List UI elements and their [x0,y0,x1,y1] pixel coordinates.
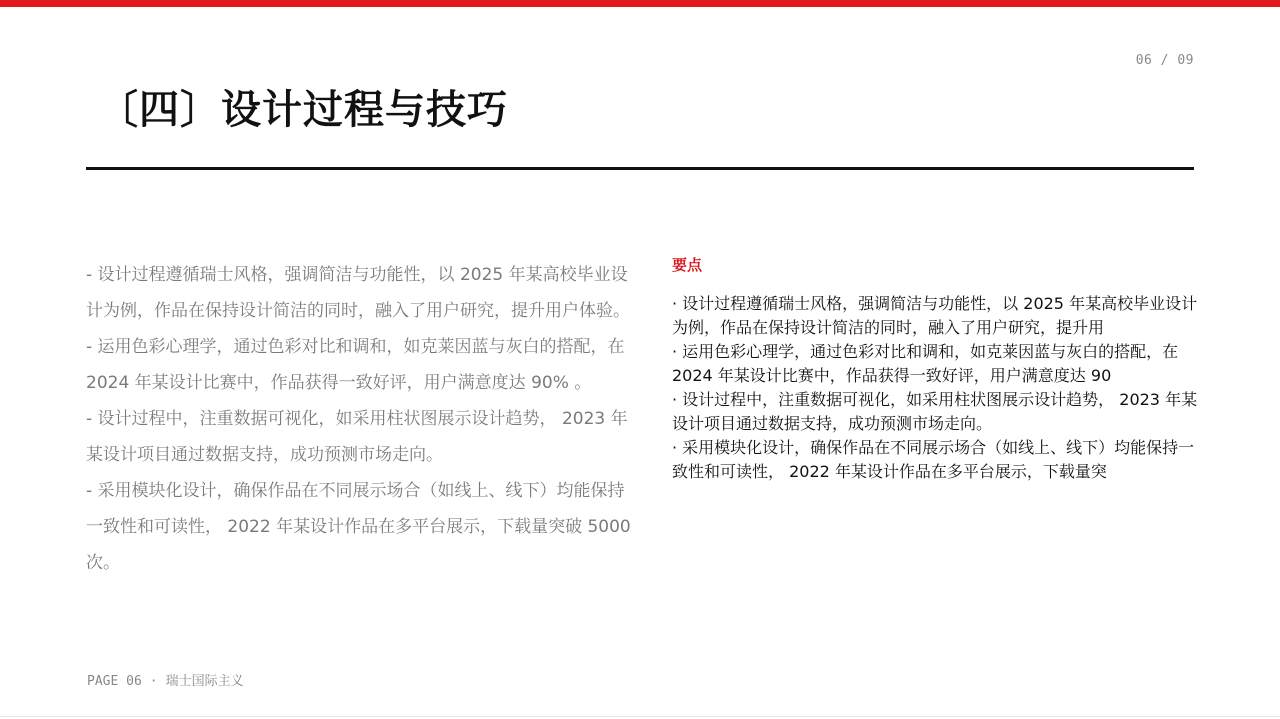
body-text [86,257,631,581]
bottom-divider [0,716,1280,717]
key-points-list [672,292,1202,484]
footer-separator: · [149,674,158,689]
key-points-heading: 要点 [672,256,703,274]
title-divider [86,167,1194,170]
footer-page-label: PAGE 06 [87,674,142,689]
body-paragraph: - 采用模块化设计，确保作品在不同展示场合（如线上、线下）均能保持一致性和可读性， 2022 年某设计作品在多平台展示，下载量突破 5000 次。 [86,481,631,573]
body-paragraph: - 设计过程中，注重数据可视化，如采用柱状图展示设计趋势， 2023 年某设计项目通过数据支持，成功预测市场走向。 [86,409,628,465]
body-paragraph: - 运用色彩心理学，通过色彩对比和调和，如克莱因蓝与灰白的搭配，在 2024 年某设计比赛中，作品获得一致好评，用户满意度达 90% 。 [86,337,625,393]
body-paragraph: - 设计过程遵循瑞士风格，强调简洁与功能性，以 2025 年某高校毕业设计为例，作品在保持设计简洁的同时，融入了用户研究，提升用户体验。 [86,265,630,321]
page-indicator: 06 / 09 [1135,53,1194,68]
top-accent-bar [0,0,1280,7]
key-point-item: · 设计过程中，注重数据可视化，如采用柱状图展示设计趋势， 2023 年某设计项目通过数据支持，成功预测市场走向。 [672,390,1198,433]
page-title: 〔四〕设计过程与技巧 [98,87,508,133]
footer-section-name: 瑞士国际主义 [165,674,244,689]
key-point-item: · 设计过程遵循瑞士风格，强调简洁与功能性，以 2025 年某高校毕业设计为例，作品在保持设计简洁的同时，融入了用户研究，提升用 [672,294,1198,337]
footer [87,670,244,689]
key-point-item: · 采用模块化设计，确保作品在不同展示场合（如线上、线下）均能保持一致性和可读性， 2022 年某设计作品在多平台展示，下载量突 [672,438,1195,481]
key-point-item: · 运用色彩心理学，通过色彩对比和调和，如克莱因蓝与灰白的搭配，在 2024 年某设计比赛中，作品获得一致好评，用户满意度达 90 [672,342,1179,385]
